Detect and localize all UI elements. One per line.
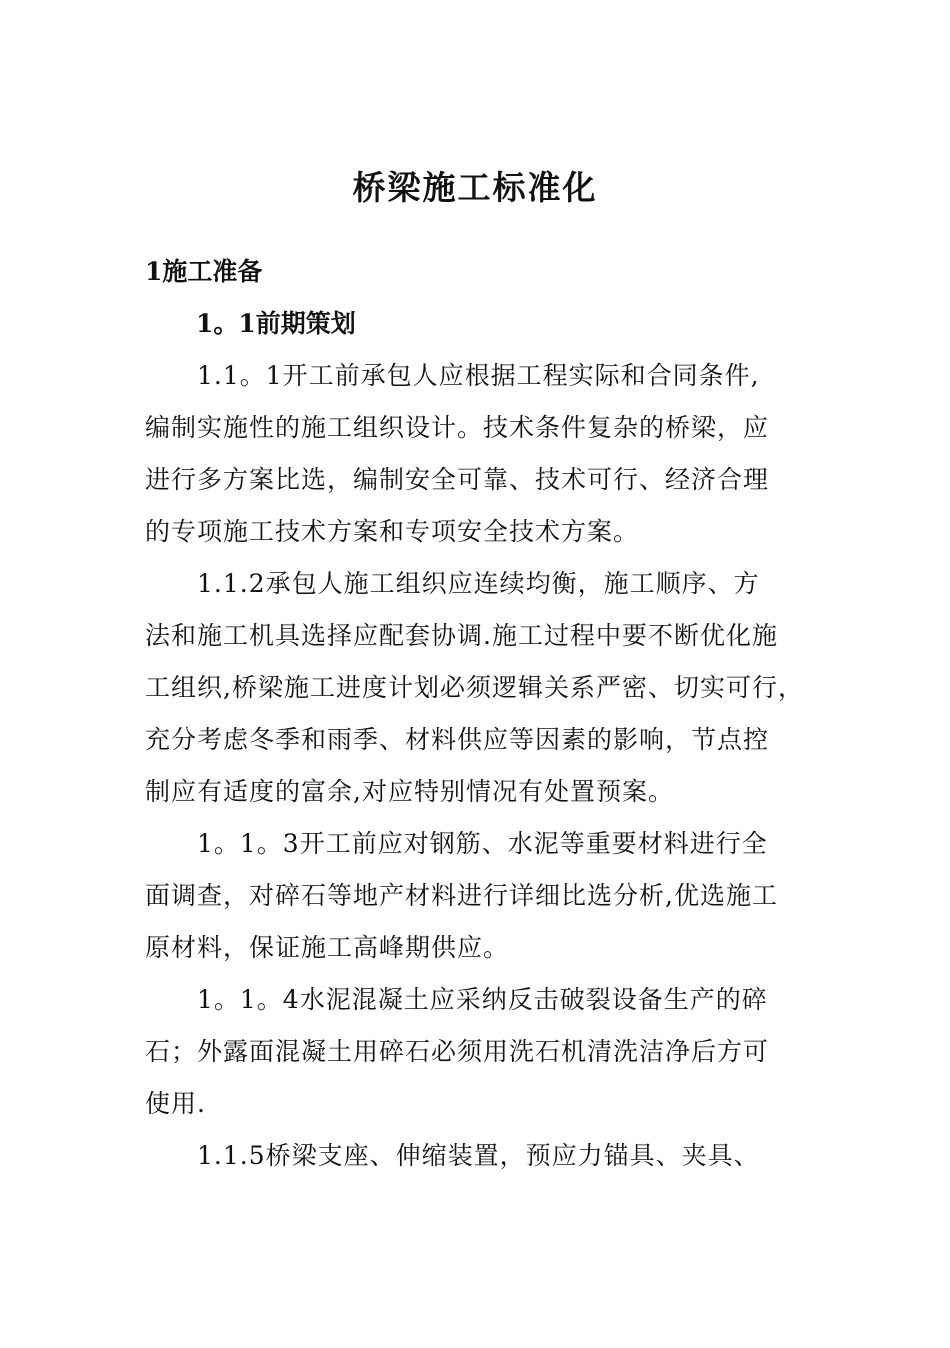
paragraph-line: 法和施工机具选择应配套协调.施工过程中要不断优化施 (145, 621, 778, 650)
document-title: 桥梁施工标准化 (352, 168, 598, 207)
section-heading: 1施工准备 (145, 257, 263, 286)
paragraph-1-1-4 (145, 974, 835, 1130)
paragraph-line: 1.1.2承包人施工组织应连续均衡，施工顺序、方 (197, 569, 760, 598)
paragraph-line: 1.1.5桥梁支座、伸缩装置，预应力锚具、夹具、 (197, 1141, 760, 1170)
paragraph-1-1-5 (145, 1130, 835, 1182)
paragraph-line: 1。1。3开工前应对钢筋、水泥等重要材料进行全 (197, 829, 768, 858)
paragraph-1-1-1 (145, 350, 835, 558)
paragraph-line: 工组织,桥梁施工进度计划必须逻辑关系严密、切实可行， (145, 673, 804, 702)
paragraph-line: 的专项施工技术方案和专项安全技术方案。 (145, 517, 640, 546)
paragraph-1-1-2 (145, 558, 835, 818)
paragraph-line: 充分考虑冬季和雨季、材料供应等因素的影响，节点控 (145, 725, 770, 754)
paragraph-line: 编制实施性的施工组织设计。技术条件复杂的桥梁，应 (145, 413, 770, 442)
paragraph-line: 原材料，保证施工高峰期供应。 (145, 933, 510, 962)
subsection-heading: 1。1前期策划 (196, 309, 356, 338)
paragraph-line: 石；外露面混凝土用碎石必须用洗石机清洗洁净后方可 (145, 1037, 770, 1066)
paragraph-line: 1.1。1开工前承包人应根据工程实际和合同条件, (197, 361, 760, 390)
paragraph-line: 使用. (145, 1089, 206, 1118)
paragraph-line: 面调查，对碎石等地产材料进行详细比选分析,优选施工 (145, 881, 778, 910)
paragraph-line: 进行多方案比选，编制安全可靠、技术可行、经济合理 (145, 465, 770, 494)
paragraph-line: 1。1。4水泥混凝土应采纳反击破裂设备生产的碎 (197, 985, 768, 1014)
paragraph-1-1-3 (145, 818, 835, 974)
paragraph-line: 制应有适度的富余,对应特别情况有处置预案。 (145, 777, 674, 806)
